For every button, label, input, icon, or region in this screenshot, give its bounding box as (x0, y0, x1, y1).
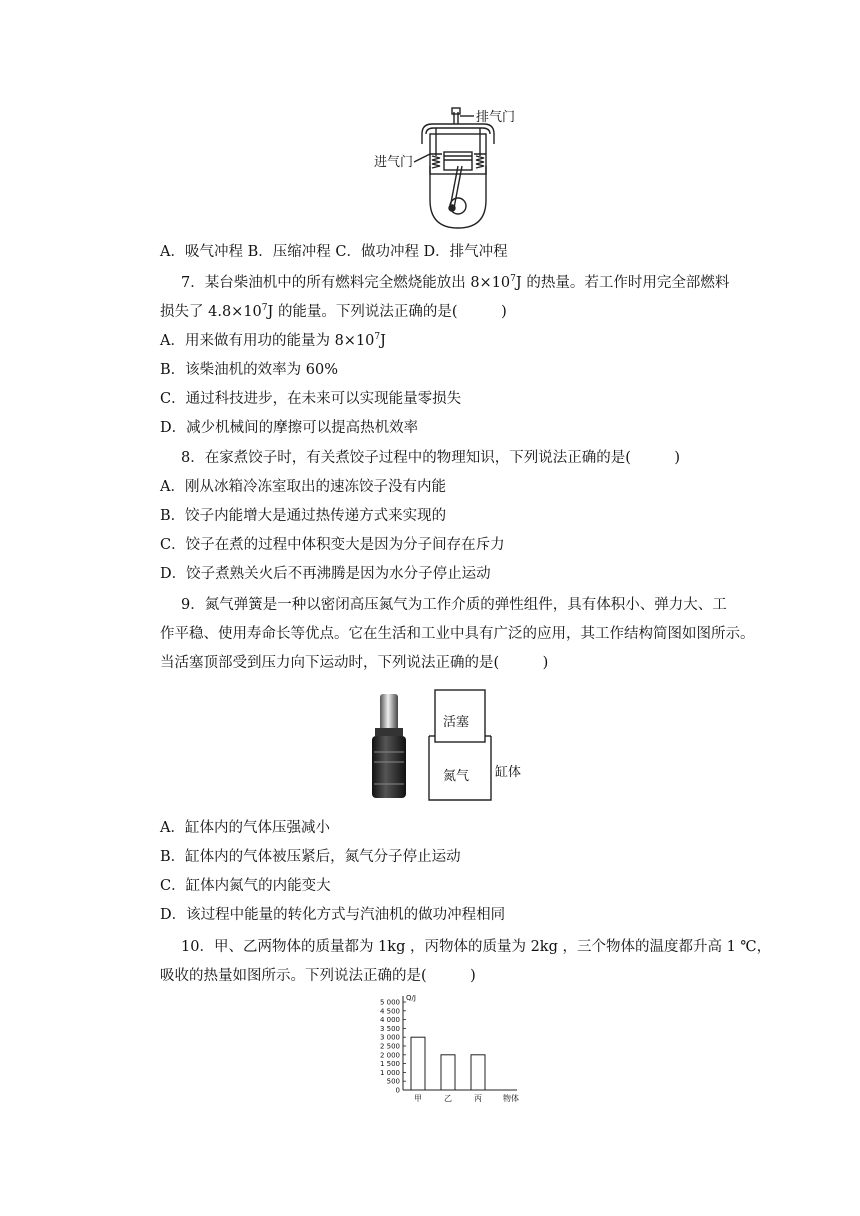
y-tick-label: 2 000 (379, 1051, 400, 1060)
q9-option-b: B．缸体内的气体被压紧后，氮气分子停止运动 (160, 849, 461, 865)
q9-stem-line3: 当活塞顶部受到压力向下运动时，下列说法正确的是( ) (160, 655, 549, 671)
y-axis-label: Q/J (406, 994, 416, 1002)
q9-stem-line1: 9．氮气弹簧是一种以密闭高压氮气为工作介质的弹性组件，具有体积小、弹力大、工 (181, 597, 727, 613)
q7-stem-line1: 7．某台柴油机中的所有燃料完全燃烧能放出 $8\times 10^7J$ 的热量。若工作时用完全部燃料 (181, 274, 730, 291)
y-tick-label: 3 000 (379, 1033, 400, 1042)
q6-options: A．吸气冲程 B．压缩冲程 C．做功冲程 D．排气冲程 (160, 244, 508, 260)
y-tick-label: 4 500 (379, 1007, 400, 1016)
y-tick-label: 3 500 (379, 1024, 400, 1033)
q7-option-a: A．用来做有用功的能量为 $8\times 10^7J$ (160, 332, 386, 349)
y-tick-label: 1 500 (379, 1060, 400, 1069)
y-tick-label: 500 (386, 1077, 400, 1086)
cylinder-outline (429, 736, 491, 800)
x-tick-label: 乙 (444, 1094, 452, 1103)
x-tick-label: 甲 (414, 1094, 422, 1103)
x-tick-label: 丙 (474, 1094, 482, 1103)
q9-option-c: C．缸体内氮气的内能变大 (160, 878, 331, 894)
q7-option-c: C．通过科技进步，在未来可以实现能量零损失 (160, 391, 462, 407)
q10-stem-line2: 吸收的热量如图所示。下列说法正确的是( ) (160, 968, 476, 984)
bar-乙 (441, 1055, 455, 1090)
nitrogen-label: 氮气 (443, 769, 470, 784)
nitrogen-spring-photo (372, 694, 406, 798)
engine-figure (370, 104, 530, 232)
q8-option-d: D．饺子煮熟关火后不再沸腾是因为水分子停止运动 (160, 566, 491, 582)
q8-option-a: A．刚从冰箱冷冻室取出的速冻饺子没有内能 (160, 479, 446, 495)
piston-label: 活塞 (443, 715, 470, 730)
y-tick-label: 2 500 (379, 1042, 400, 1051)
y-tick-label: 1 000 (379, 1068, 400, 1077)
q7-stem-line2: 损失了 $4.8\times 10^7J$ 的能量。下列说法正确的是( ) (160, 303, 507, 320)
q8-option-c: C．饺子在煮的过程中体积变大是因为分子间存在斥力 (160, 537, 505, 553)
cylinder-label: 缸体 (495, 765, 522, 780)
exhaust-valve-label: 排气门 (476, 110, 516, 125)
nitrogen-spring-figure (365, 688, 535, 806)
bar-甲 (411, 1037, 425, 1090)
q9-option-d: D．该过程中能量的转化方式与汽油机的做功冲程相同 (160, 907, 506, 923)
x-axis-label: 物体 (503, 1094, 519, 1103)
q10-stem-line1: 10．甲、乙两物体的质量都为 1kg ，丙物体的质量为 2kg ，三个物体的温度都升高 1 ℃， (181, 939, 772, 955)
q7-option-b: B．该柴油机的效率为 60% (160, 362, 338, 378)
intake-valve-label: 进气门 (374, 155, 414, 170)
q9-option-a: A．缸体内的气体压强减小 (160, 820, 330, 836)
y-tick-label: 5 000 (379, 998, 400, 1007)
q7-option-d: D．减少机械间的摩擦可以提高热机效率 (160, 420, 419, 436)
y-tick-label: 4 000 (379, 1016, 400, 1025)
y-tick-label: 0 (395, 1086, 400, 1095)
bar-丙 (471, 1055, 485, 1090)
q8-stem: 8．在家煮饺子时，有关煮饺子过程中的物理知识，下列说法正确的是( ) (181, 450, 681, 466)
heat-bar-chart (365, 990, 525, 1108)
q9-stem-line2: 作平稳、使用寿命长等优点。它在生活和工业中具有广泛的应用，其工作结构简图如图所示。 (160, 626, 755, 642)
q8-option-b: B．饺子内能增大是通过热传递方式来实现的 (160, 508, 447, 524)
